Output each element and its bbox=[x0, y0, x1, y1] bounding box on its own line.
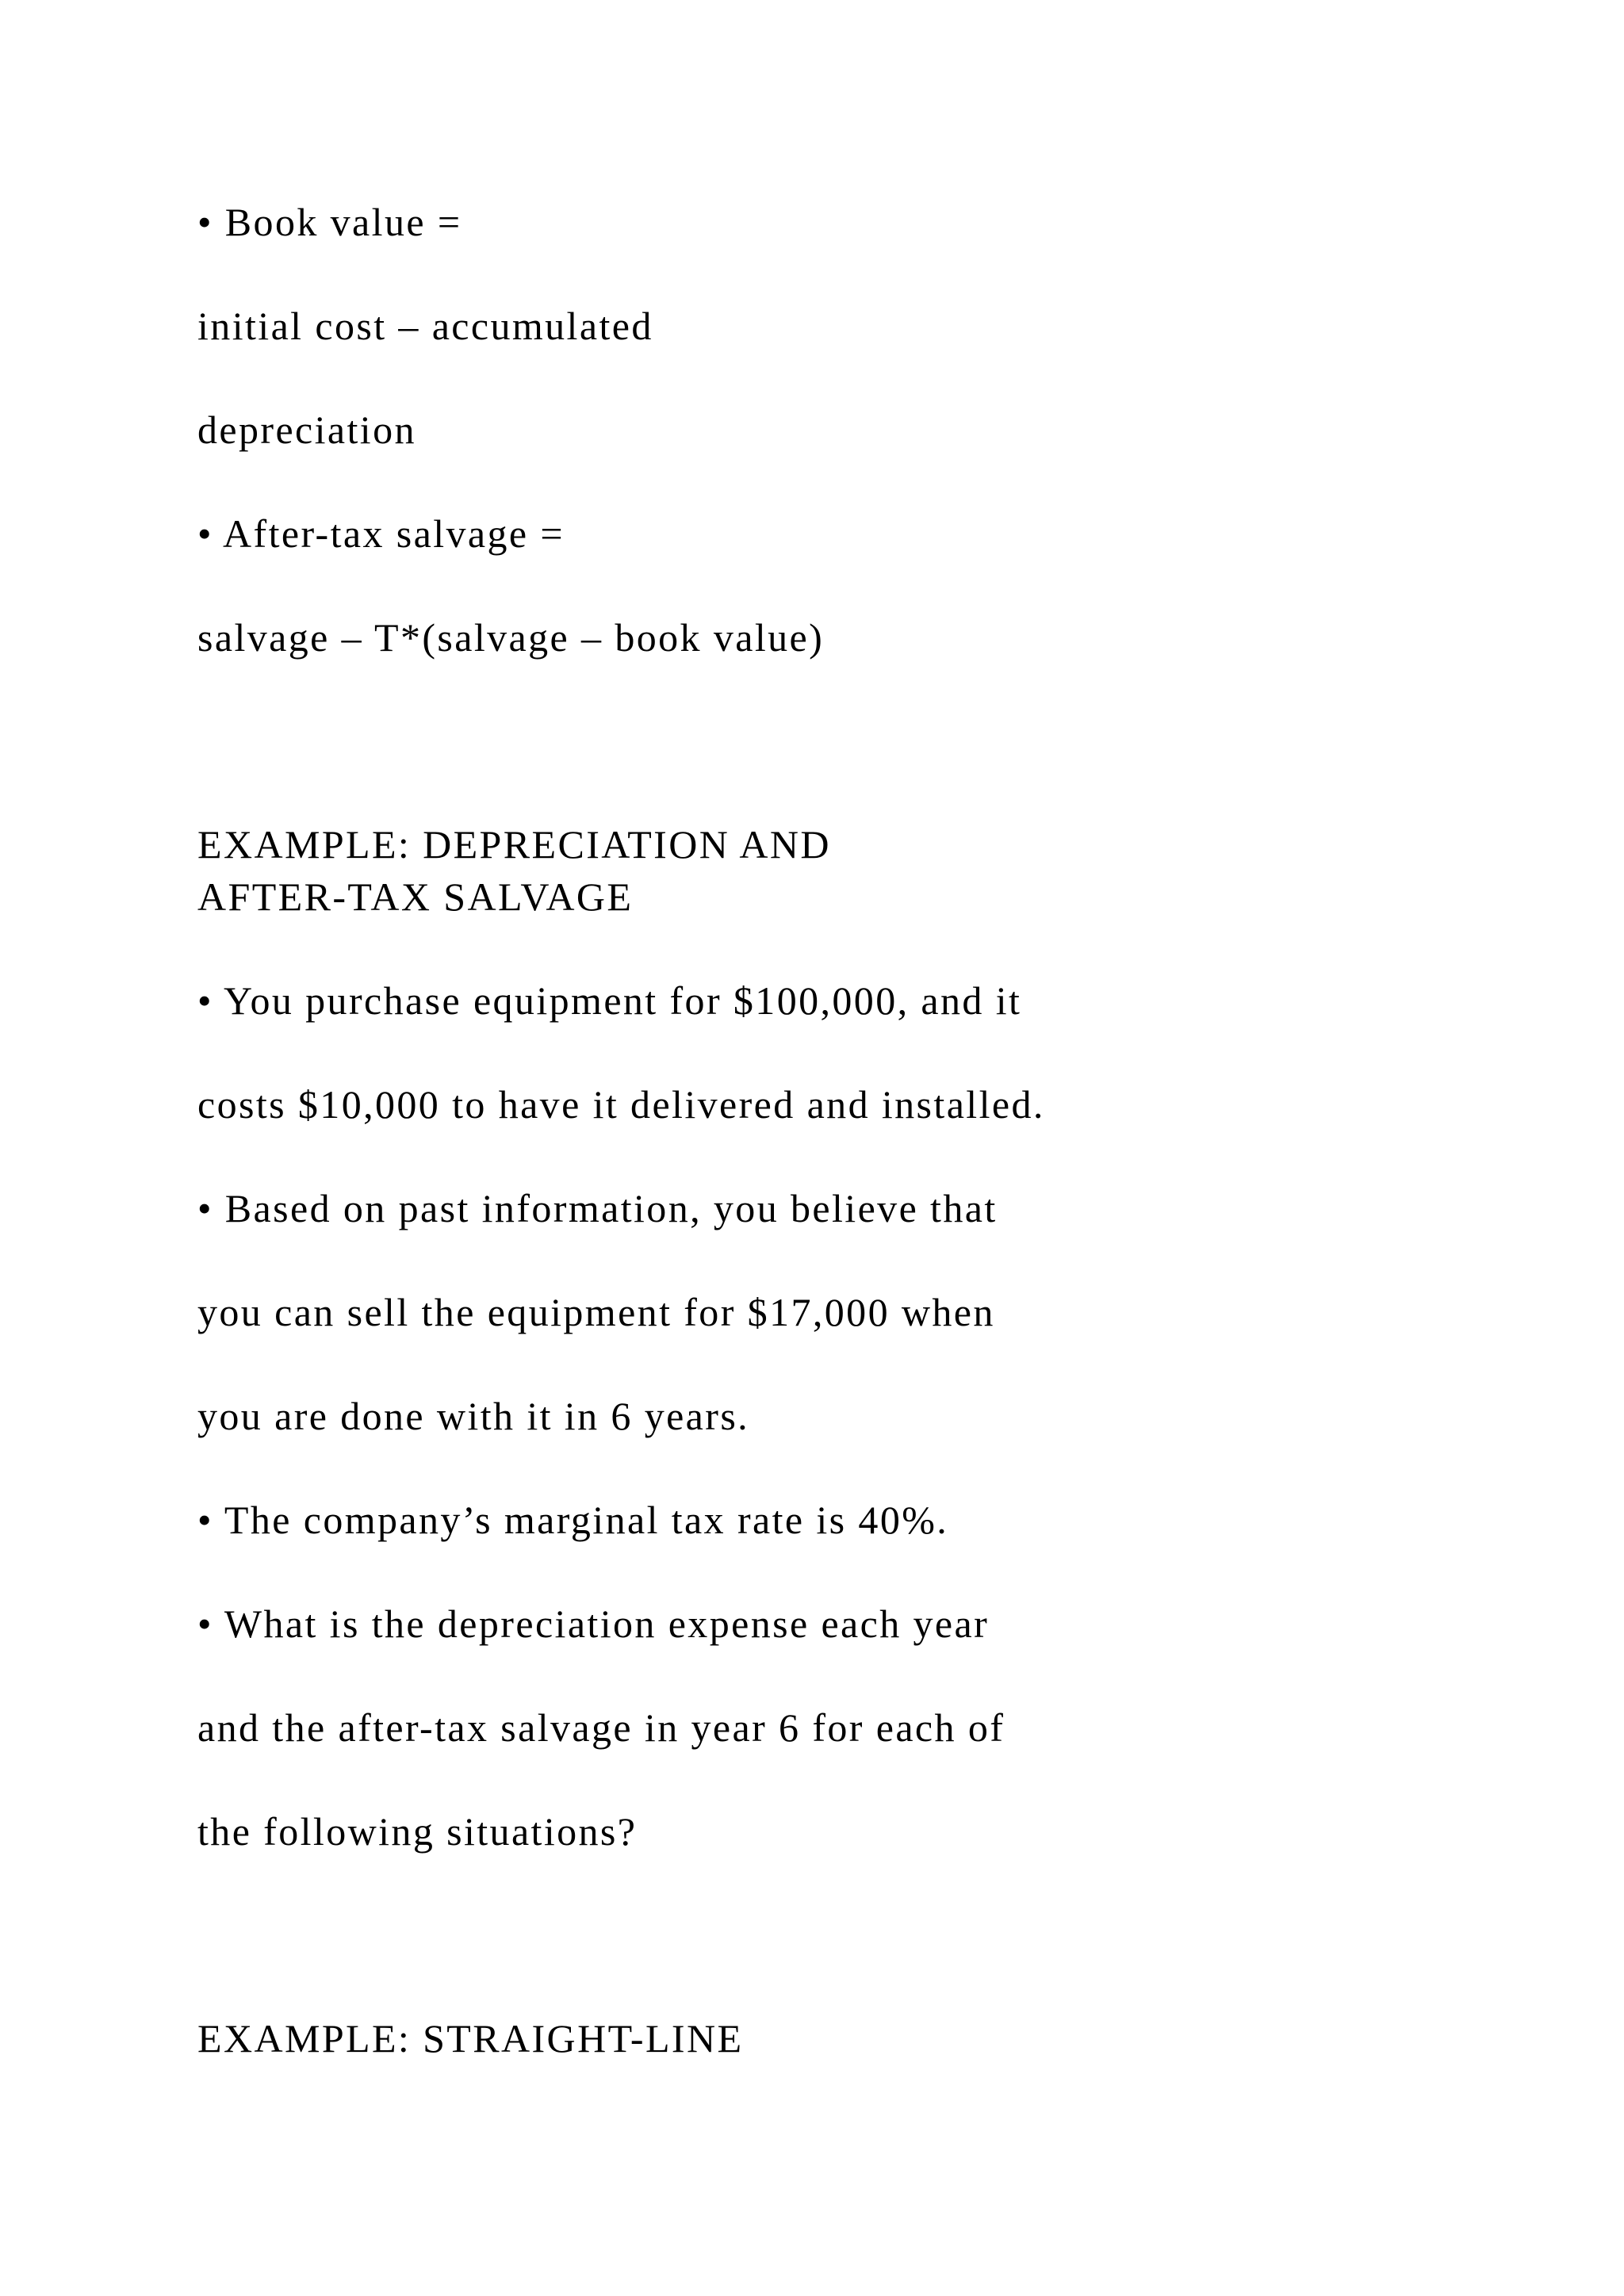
after-tax-salvage-formula: salvage – T*(salvage – book value) bbox=[197, 615, 825, 660]
example-text-line-8: and the after-tax salvage in year 6 for each of bbox=[197, 1705, 1005, 1750]
example-text-line-5: you are done with it in 6 years. bbox=[197, 1394, 750, 1438]
example-text-line-2: costs $10,000 to have it delivered and installed. bbox=[197, 1082, 1045, 1127]
book-value-bullet: • Book value = bbox=[197, 200, 462, 244]
example-text-line-3: • Based on past information, you believe that bbox=[197, 1186, 998, 1230]
example-text-line-6: • The company’s marginal tax rate is 40%. bbox=[197, 1498, 949, 1542]
straight-line-heading: EXAMPLE: STRAIGHT-LINE bbox=[197, 2016, 744, 2061]
example-text-line-4: you can sell the equipment for $17,000 when bbox=[197, 1290, 995, 1334]
book-value-formula-line-2: depreciation bbox=[197, 408, 416, 452]
after-tax-salvage-bullet: • After-tax salvage = bbox=[197, 511, 565, 556]
example-text-line-1: • You purchase equipment for $100,000, and it bbox=[197, 978, 1022, 1023]
example-text-line-7: • What is the depreciation expense each year bbox=[197, 1601, 990, 1646]
example-text-line-9: the following situations? bbox=[197, 1809, 638, 1854]
example-heading-line-1: EXAMPLE: DEPRECIATION AND bbox=[197, 822, 831, 867]
book-value-formula-line-1: initial cost – accumulated bbox=[197, 304, 653, 348]
example-heading-line-2: AFTER-TAX SALVAGE bbox=[197, 874, 634, 919]
